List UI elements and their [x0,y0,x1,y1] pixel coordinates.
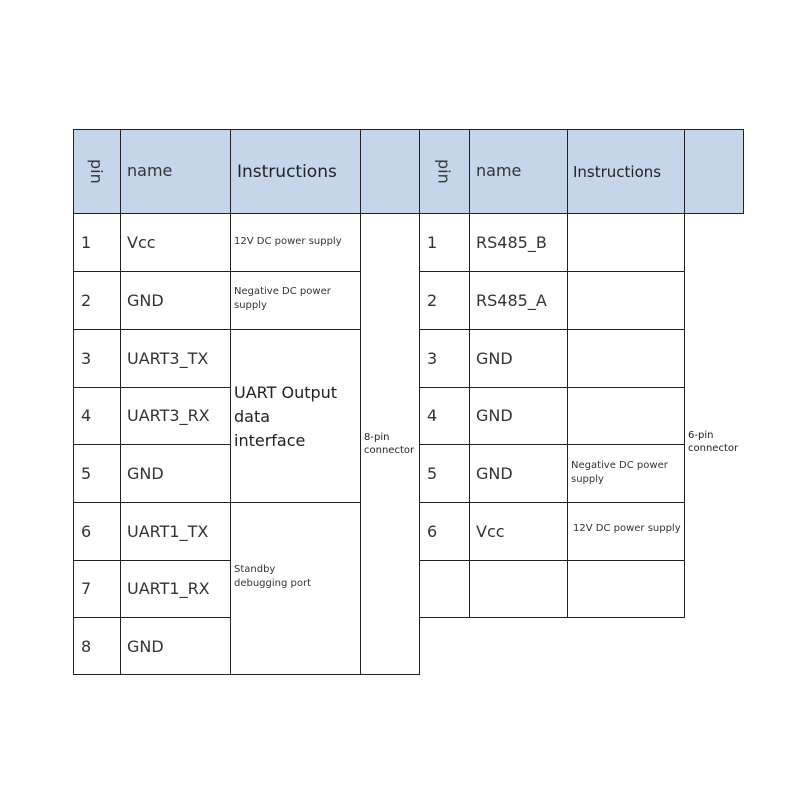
left-pin-6: 6 [81,521,92,541]
right-pin-3: 3 [427,348,438,368]
right-connector-label: 6-pin connector [688,430,739,454]
grid-line [419,387,684,388]
grid-line [684,129,685,618]
left-instr-uart-output: UART Output data interface [234,382,338,450]
grid-line [419,444,684,445]
grid-line [73,271,230,272]
left-instr-vcc: 12V DC power supply [234,236,342,247]
grid-line [230,271,360,272]
left-name-7: UART1_RX [127,579,210,598]
grid-line [419,617,684,618]
left-connector-label: 8-pin connector [364,432,415,456]
right-pin-4: 4 [427,406,438,425]
pin-table [73,129,744,675]
grid-line [419,129,420,675]
right-name-3: GND [476,348,513,368]
right-name-1: RS485_B [476,232,547,252]
grid-line [419,502,684,503]
grid-line [469,129,470,618]
left-name-2: GND [127,290,164,310]
grid-line [73,213,744,214]
grid-line [73,674,419,675]
left-pin-4: 4 [81,406,92,425]
grid-line [73,387,230,388]
left-pin-2: 2 [81,290,92,310]
right-pin-2: 2 [427,290,438,310]
left-name-5: GND [127,463,164,483]
right-instr-vcc: 12V DC power supply [573,523,681,534]
grid-line [419,329,684,330]
right-name-6: Vcc [476,521,505,541]
left-instr-standby: Standby debugging port [234,563,312,589]
grid-line [419,271,684,272]
grid-line [73,129,74,675]
left-instr-gnd: Negative DC power supply [234,286,331,311]
grid-line [743,129,744,213]
left-header-pin: pin [87,158,106,184]
grid-line [120,129,121,675]
right-name-4: GND [476,406,513,425]
left-name-4: UART3_RX [127,406,210,425]
right-header-instructions: Instructions [573,163,662,181]
grid-line [73,502,230,503]
right-pin-1: 1 [427,232,438,252]
grid-line [73,617,230,618]
left-pin-8: 8 [81,636,92,656]
left-pin-5: 5 [81,463,92,483]
left-pin-7: 7 [81,579,92,598]
left-pin-3: 3 [81,348,92,368]
left-name-1: Vcc [127,232,156,252]
right-instr-gnd: Negative DC power supply [571,460,668,485]
grid-line [230,502,360,503]
grid-line [73,329,230,330]
grid-line [230,129,231,675]
right-name-2: RS485_A [476,290,547,310]
grid-line [230,329,360,330]
left-name-6: UART1_TX [127,521,209,541]
right-header-name: name [476,161,522,180]
left-pin-1: 1 [81,232,92,252]
left-name-8: GND [127,636,164,656]
grid-line [73,560,230,561]
grid-line [419,560,684,561]
left-header-instructions: Instructions [237,162,337,182]
right-name-5: GND [476,463,513,483]
grid-line [360,129,361,675]
right-pin-6: 6 [427,521,438,541]
left-header-name: name [127,161,173,180]
right-pin-5: 5 [427,463,438,483]
left-name-3: UART3_TX [127,348,209,368]
grid-line [73,129,744,130]
grid-line [73,444,230,445]
grid-line [567,129,568,618]
right-header-pin: pin [434,158,454,184]
